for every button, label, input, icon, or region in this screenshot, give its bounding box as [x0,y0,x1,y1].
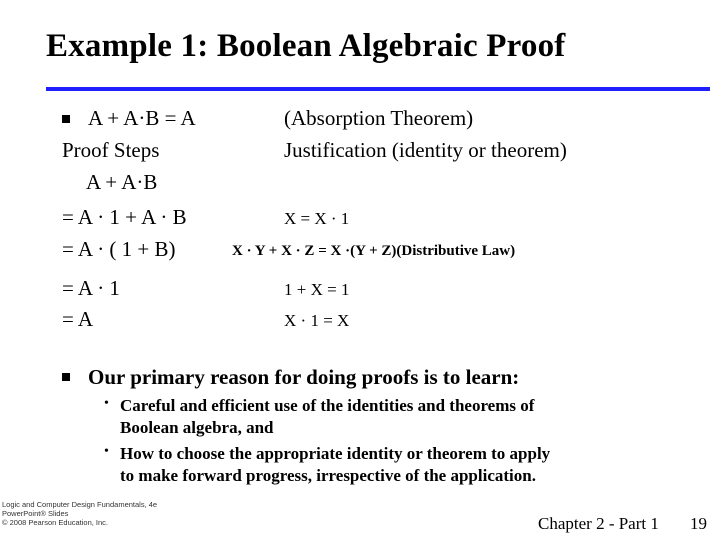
square-bullet-icon [62,115,70,123]
justification-header: Justification (identity or theorem) [284,138,567,162]
page-number: 19 [690,514,707,533]
proof-step: = A [62,307,94,331]
justification: X · Y + X · Z = X ·(Y + Z)(Distributive Law) [232,243,516,259]
reason-item-line: to make forward progress, irrespective of the application. [120,466,536,485]
publisher-logo-text [2,500,157,527]
proof-step: = A · ( 1 + B) [62,237,176,261]
justification: X = X · 1 [284,209,350,228]
reason-item-line: Careful and efficient use of the identities and theorems of [120,396,535,415]
square-bullet-icon [62,373,70,381]
dot-bullet-icon: • [104,396,109,411]
theorem-expression: A + A·B = A [88,106,196,130]
proof-step: A + A·B [86,170,158,194]
logo-line: Logic and Computer Design Fundamentals, 4e [2,500,158,509]
proof-step: = A · 1 + A · B [62,205,187,229]
proof-step: = A · 1 [62,276,120,300]
chapter-label: Chapter 2 - Part 1 [538,514,659,533]
reason-heading: Our primary reason for doing proofs is to learn: [88,365,520,389]
proof-steps-header: Proof Steps [62,138,160,162]
title-underline [46,87,710,91]
logo-line: © 2008 Pearson Education, Inc. [2,518,109,527]
reason-item-line: How to choose the appropriate identity or theorem to apply [120,444,551,463]
dot-bullet-icon: • [104,444,109,459]
slide-title: Example 1: Boolean Algebraic Proof [46,28,566,64]
theorem-name: (Absorption Theorem) [284,106,474,130]
reason-item-line: Boolean algebra, and [120,418,274,437]
justification: X · 1 = X [284,311,350,330]
justification: 1 + X = 1 [284,280,350,299]
logo-line: PowerPoint® Slides [2,509,69,518]
